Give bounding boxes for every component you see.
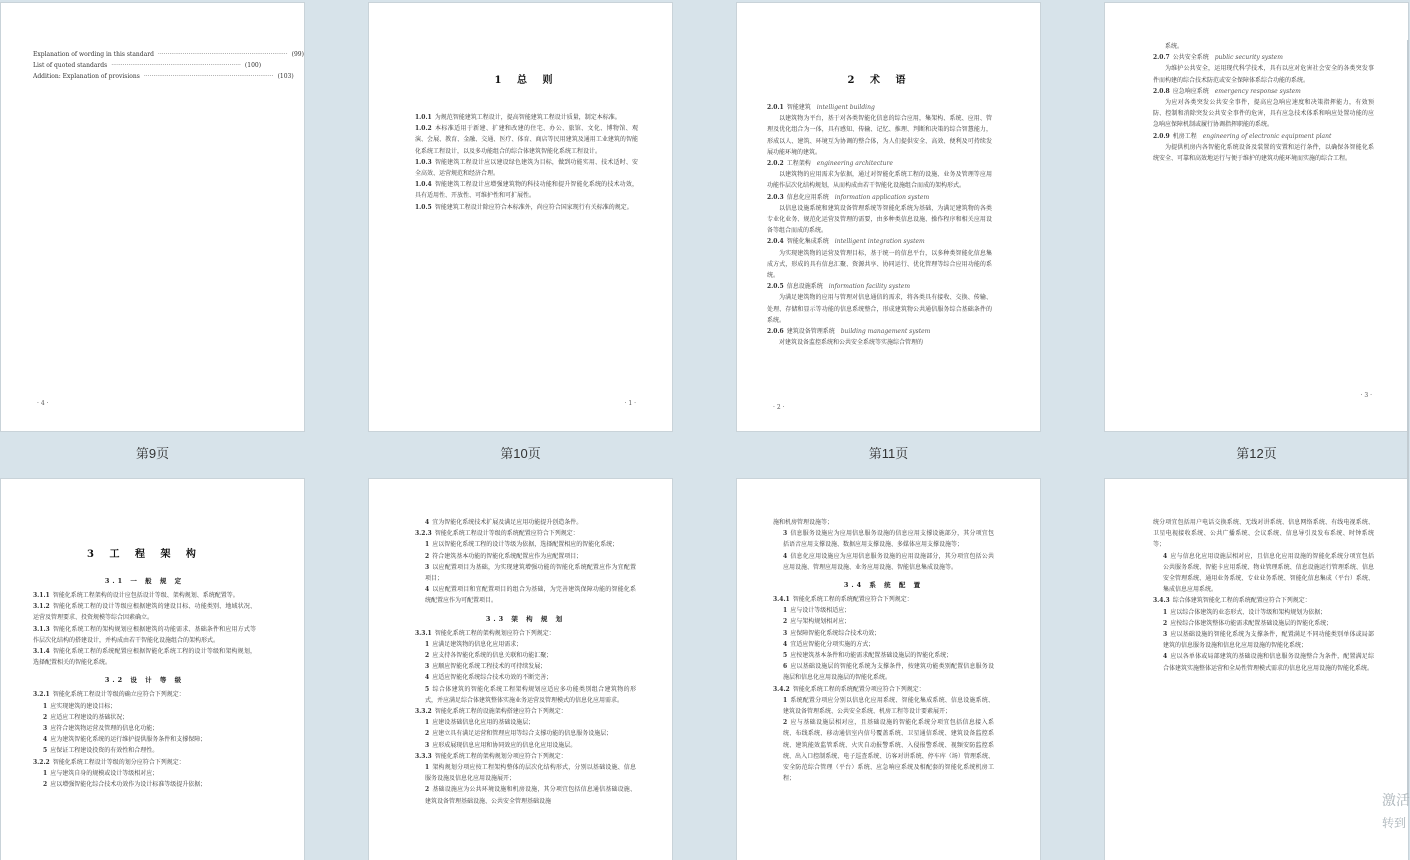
list-item [33,723,256,734]
paragraph [33,689,256,700]
clause-number: 3.4.2 [773,685,790,693]
paragraph-text: 施和机房管理设施等； [773,519,834,526]
paragraph [767,169,992,191]
clause-number: 3.4.3 [1153,597,1170,605]
page-content [767,49,992,348]
paragraph-text: 应顺应智能化系统工程技术的可持续发展； [432,663,547,671]
item-number: 1 [1163,608,1168,616]
paragraph [767,203,992,237]
clause-number: 1.0.3 [415,158,432,166]
page-thumbnail-16[interactable] [1104,478,1409,860]
clause-number: 2.0.8 [1153,87,1170,95]
item-number: 4 [425,674,430,682]
list-item [415,639,636,650]
clause-number: 2.0.3 [767,193,784,201]
paragraph-text: 应保障智能化系统综合技术功效； [790,629,881,637]
paragraph-text: 为规范智能建筑工程设计，提高智能建筑工程设计质量，制定本标准。 [434,114,621,121]
list-item [415,661,636,672]
page-number: · 4 · [37,400,49,407]
clause-number: 2.0.6 [767,328,784,336]
paragraph-text: 智能化系统工程的设计等级应根据建筑的建设目标、功能类别、地域状况、运营及管理要求、投资规模等综合因素确立。 [33,603,256,622]
paragraph-text: 智能化集成系统 [786,238,829,246]
toc-entry-text: Addition: Explanation of provisions [33,73,140,80]
paragraph [1153,131,1374,142]
paragraph-text: 应建立具有满足运营和管理应用等综合支撑功能的信息服务设施层； [432,730,613,738]
clause-number: 3.1.1 [33,592,50,599]
page-content [1153,41,1374,164]
list-item [773,551,994,573]
toc-leader-dots: ···································································· [143,73,274,80]
paragraph-text: 以建筑物为平台，基于对各类智能化信息的综合应用，集架构、系统、应用、管理及优化组合为一体，具有感知、传输、记忆、推理、判断和决策的综合智慧能力，形成以人、建筑、环境互为协调的整合体，为人们提供安全、高效、便利及可持续发展功能环境的建筑。 [767,115,992,156]
paragraph-text: 公共安全系统 [1172,54,1209,62]
paragraph-text: 应急响应系统 [1172,87,1209,95]
clause-number: 2.0.7 [1153,54,1170,62]
english-term: engineering of electronic equipment plant [1202,132,1332,140]
paragraph-text: 为提供机房内各智能化系统设备及装置的安置和运行条件，以确保各智能化系统安全、可靠和高效地运行与便于维护的建筑功能环境而实施的综合工程。 [1153,143,1374,163]
page-label-12[interactable]: 第12页 [1236,446,1277,461]
paragraph-text: 工程架构 [786,160,811,168]
clause-number: 3.2.2 [33,758,50,766]
paragraph-text: 系统配置分项应分别以信息化应用系统、智能化集成系统、信息设施系统、建筑设备管理系统、公共安全系统、机房工程等设计要素展开； [783,696,994,716]
item-number: 1 [43,702,48,710]
paragraph [767,192,992,203]
watermark-line-1: 激活 [1382,793,1410,809]
clause-number: 3.3.3 [415,752,432,760]
paragraph-text: 应按建筑基本条件和功能需求配置基础设施层的智能化系统； [790,652,953,660]
paragraph-text: 智能化系统工程的设施架构搭建应符合下列规定： [434,708,567,716]
item-number: 3 [425,741,430,749]
paragraph [767,292,992,326]
paragraph [773,684,994,695]
clause-number: 3.1.4 [33,648,50,656]
paragraph-text: 应支持各智能化系统的信息关联和功能汇聚； [432,652,553,660]
page-number: · 1 · [624,400,636,407]
paragraph-text: 架构规划分项应按工程架构整体的层次化结构形式，分别以基础设施、信息服务设施及信息化应用设施展开； [425,764,636,783]
clause-number: 2.0.4 [767,238,784,246]
toc-entry-page: (99) [291,51,304,58]
paragraph [415,157,638,179]
list-item [773,650,994,661]
paragraph [33,646,256,668]
paragraph [415,112,638,123]
section-title: 3.3 架 构 规 划 [485,614,566,623]
paragraph [1153,517,1374,551]
paragraph-text: 建筑设备管理系统 [786,328,835,336]
english-term: information application system [834,193,930,201]
list-item [773,639,994,650]
clause-number: 2.0.2 [767,160,784,168]
item-number: 2 [43,713,48,721]
item-number: 6 [783,663,788,671]
list-item [773,717,994,784]
list-item [773,628,994,639]
paragraph-text: 智能化系统工程架构的设计应包括设计等级、架构规划、系统配置等。 [52,592,239,599]
paragraph [767,248,992,282]
paragraph [33,601,256,623]
item-number: 1 [43,769,48,777]
page-thumbnail-12[interactable] [1104,2,1409,432]
paragraph-text: 智能建筑工程设计应增强建筑物的科技功能和提升智能化系统的技术功效，具有适用性、开放性、可维护性和可扩展性。 [415,181,638,200]
list-item [33,701,256,712]
item-number: 2 [425,552,430,560]
paragraph-text: 为实现建筑物的运营及管理目标，基于统一的信息平台，以多种类智能化信息集成方式，形成的具有信息汇聚、资源共享、协同运行、优化管理等综合应用功能的系统。 [767,249,992,280]
paragraph [415,123,638,157]
paragraph-text: 智能化系统工程的架构规划应符合下列规定： [434,629,555,637]
paragraph [1153,97,1374,131]
paragraph-text: 应适应智能化系统综合技术功效的不断完善； [432,674,553,682]
item-number: 2 [1163,619,1168,627]
paragraph [33,624,256,646]
toc-entry[interactable] [33,71,294,82]
list-item [773,605,994,616]
paragraph [767,102,992,113]
paragraph-text: 宜适应智能化分项实施的方式； [790,640,875,648]
paragraph [767,337,992,348]
paragraph-text: 为维护公共安全，运用现代科学技术，具有以应对危害社会安全的各类突发事件而构建的综合技术防范或安全保障体系综合功能的系统。 [1153,65,1374,84]
paragraph-text: 智能化系统工程设计等级的确立应符合下列规定： [52,691,185,699]
list-item [773,695,994,717]
paragraph-text: 应与架构规划相对应； [790,618,851,626]
paragraph [1153,52,1374,63]
paragraph [33,757,256,768]
english-term: intelligent integration system [834,238,925,246]
page-thumbnail-15[interactable] [736,478,1041,860]
page-label-10[interactable]: 第10页 [500,446,541,461]
item-number: 4 [783,640,788,648]
clause-number: 1.0.4 [415,181,432,189]
paragraph-text: 以应配置项目为基础，为实现建筑增强功能的智能化系统配置应作为宜配置项目； [425,563,636,583]
item-number: 4 [43,736,48,744]
page-number: · 2 · [773,404,785,411]
paragraph-text: 应保证工程建设投资的有效性和合理性。 [50,747,159,755]
toc-entry[interactable] [33,49,304,60]
page-thumbnail-13[interactable] [0,478,305,860]
paragraph-text: 应为建筑智能化系统的运行维护提供服务条件和支撑保障； [50,736,207,744]
page-thumbnail-14[interactable] [368,478,673,860]
english-term: public security system [1214,54,1283,62]
paragraph-text: 统分项宜包括用户电话交换系统、无线对讲系统、信息网络系统、有线电视系统、卫星电视接收系统、公共广播系统、会议系统、信息导引及发布系统、时钟系统等； [1153,519,1374,549]
paragraph [773,517,994,528]
clause-number: 3.1.2 [33,603,50,611]
list-item [1153,607,1374,618]
page-thumbnail-11[interactable] [736,2,1041,432]
paragraph-text: 智能化系统工程的架构规划应根据建筑的功能需求、基础条件和应用方式等作层次化结构的搭建设计，并构成由若干智能化设施组合的架构形式。 [33,625,256,644]
list-item [33,745,256,756]
list-item [1153,618,1374,629]
page-content [415,517,636,807]
toc-entry-page: (103) [277,73,294,80]
paragraph [767,113,992,158]
paragraph-text: 应以智能化系统工程的设计等级为依据，选择配置相应的智能化系统； [432,541,619,549]
english-term: building management system [840,328,931,336]
paragraph-text: 应以综合体建筑的业态形式、设计等级和架构规划为依据； [1170,608,1327,616]
item-number: 2 [783,719,788,727]
item-number: 2 [425,652,430,660]
paragraph [1153,86,1374,97]
paragraph-text: 智能建筑工程设计应以建设绿色建筑为目标，做到功能实用、技术适时、安全高效、运营规范和经济合理。 [415,158,638,178]
toc-entry-text: Explanation of wording in this standard [33,51,154,58]
paragraph-text: 应以基础设施层的智能化系统为支撑条件，按建筑功能类别配置信息服务设施层和信息化应用设施层的智能化系统。 [783,663,994,682]
item-number: 2 [43,781,48,789]
section-title: 3.1 一 般 规 定 [104,577,185,585]
list-item [415,728,636,739]
paragraph-text: 符合建筑基本功能的智能化系统配置应作为应配置项目； [432,552,583,560]
paragraph [767,158,992,169]
clause-number: 1.0.2 [415,125,432,133]
list-item [33,768,256,779]
paragraph-text: 应与设计等级相适应； [790,607,851,615]
paragraph [415,179,638,201]
list-item [415,562,636,584]
item-number: 3 [783,629,788,637]
paragraph [415,706,636,717]
english-term: information facility system [828,283,911,291]
paragraph [415,202,638,213]
paragraph [1153,595,1374,606]
toc-entry[interactable] [33,60,262,71]
page-content [1153,517,1374,674]
page-label-9[interactable]: 第9页 [135,446,170,461]
paragraph-text: 综合体建筑的智能化系统工程架构规划应适应多功能类别组合建筑物的形式，并应满足综合体建筑整体实施业务运营及管理模式的信息化应用需求。 [425,685,636,704]
paragraph-text: 智能化系统工程的系统配置应符合下列规定： [792,596,913,604]
item-number: 1 [425,764,430,772]
page-thumbnail-9[interactable] [0,2,305,432]
paragraph-text: 宜为智能化系统技术扩展及满足应用功能提升创造条件。 [432,519,583,526]
list-item [415,762,636,784]
paragraph-text: 应以各单体或局部建筑的基础设施和信息服务设施整合为条件，配置满足综合体建筑实施整体运营和全局性管理模式需求的信息化应用设施的智能化系统。 [1163,653,1374,672]
clause-number: 3.2.1 [33,691,50,699]
clause-number: 1.0.1 [415,114,432,121]
item-number: 3 [425,663,430,671]
paragraph [33,590,256,601]
section-title: 3.4 系 统 配 置 [843,581,924,590]
paragraph-text: 应按综合体建筑整体功能需求配置基础设施层的智能化系统； [1170,619,1333,627]
list-item [773,528,994,550]
list-item [415,551,636,562]
item-number: 3 [1163,631,1168,639]
item-number: 1 [783,696,788,704]
paragraph-text: 信息化应用系统 [786,193,829,201]
scrollbar[interactable] [1407,40,1409,800]
paragraph [415,528,636,539]
list-item [415,717,636,728]
item-number: 4 [1163,552,1168,560]
clause-number: 3.2.3 [415,530,432,538]
paragraph-text: 对建筑设备监控系统和公共安全系统等实施综合管理的 [779,339,924,347]
list-item [415,784,636,806]
toc-list [33,49,304,82]
item-number: 5 [783,652,788,660]
clause-number: 1.0.5 [415,203,432,211]
clause-number: 3.3.1 [415,629,432,637]
item-number: 1 [425,640,430,648]
paragraph [415,628,636,639]
paragraph [415,751,636,762]
item-number: 4 [425,586,430,594]
paragraph-text: 应建设基础信息化应用的基础设施层； [432,719,535,727]
item-number: 5 [43,747,48,755]
paragraph-text: 应与建筑自身的规模或设计等级相对应； [50,769,159,777]
paragraph-text: 智能建筑工程设计除应符合本标准外，尚应符合国家现行有关标准的规定。 [434,203,633,211]
paragraph-text: 应与基础设施层相对应，且基础设施的智能化系统分项宜包括信息接入系统、布线系统、移动通信室内信号覆盖系统、卫星通信系统、建筑设备监控系统、建筑能效监管系统、火灾自动报警系统、入侵报警系统、视频安防监控系统、出入口控制系统、电子巡查系统、访客对讲系统、停车库（场）管理系统、安全防范综合管理（平台）系统、应急响应系统及相配套的智能化系统机房工程； [783,719,994,783]
list-item [1153,629,1374,651]
paragraph-text: 本标准适用于新建、扩建和改建的住宅、办公、旅馆、文化、博物馆、观演、会展、教育、金融、交通、医疗、体育、商店等民用建筑及通用工业建筑的智能化系统工程设计，以及多功能组合的综合体建筑智能化系统工程设计。 [415,125,638,155]
paragraph [767,281,992,292]
clause-number: 3.3.2 [415,708,432,716]
english-term: engineering architecture [816,160,893,168]
paragraph [1153,142,1374,164]
item-number: 2 [425,730,430,738]
item-number: 2 [425,786,430,794]
list-item [415,539,636,550]
item-number: 4 [1163,653,1168,661]
clause-number: 2.0.1 [767,104,784,111]
list-item [773,616,994,627]
paragraph-text: 智能化系统工程设计等级的划分应符合下列规定： [52,758,185,766]
item-number: 1 [425,719,430,727]
paragraph-text: 应形成展现信息应用和协同效应的信息化应用设施层。 [432,741,577,749]
paragraph-text: 智能化系统工程设计等级的系统配置应符合下列规定： [434,530,579,538]
paragraph-text: 信息服务设施应为应用信息服务设施的信息应用支撑设施部分，其分项宜包括语音应用支撑设施、数据应用支撑设施、多媒体应用支撑设施等； [783,530,994,549]
paragraph-text: 机房工程 [1172,132,1197,140]
paragraph [1153,41,1374,52]
watermark-line-2: 转到 [1382,816,1407,830]
item-number: 2 [783,618,788,626]
paragraph-text: 为满足建筑物的应用与管理对信息通信的需求，将各类具有接收、交换、传输、处理、存储和显示等功能的信息系统整合，形成建筑物公共通信服务综合基础条件的系统。 [767,294,992,324]
item-number: 1 [425,541,430,549]
list-item [415,684,636,706]
list-item [33,734,256,745]
page-thumbnail-10[interactable] [368,2,673,432]
item-number: 4 [783,552,788,560]
paragraph-text: 应以增强智能化综合技术功效作为设计标准等级提升依据； [50,781,207,789]
paragraph-text: 基础设施应为公共环境设施和机房设施，其分项宜包括信息通信基础设施、建筑设备管理基础设施、公共安全管理基础设施 [425,786,636,805]
clause-number: 3.1.3 [33,625,50,633]
paragraph-text: 信息化应用设施应为应用信息服务设施的应用设施部分，其分项宜包括公共应用设施、管理应用设施、业务应用设施、智能信息集成设施等。 [783,552,994,571]
paragraph-text: 综合体建筑智能化工程的系统配置应符合下列规定： [1172,597,1311,605]
chapter-title: 2 术 语 [847,75,912,86]
list-item [415,517,636,528]
clause-number: 2.0.9 [1153,132,1170,140]
english-term: emergency response system [1214,87,1301,95]
item-number: 3 [43,725,48,733]
paragraph-text: 信息设施系统 [786,283,823,291]
paragraph-text: 智能建筑 [786,104,811,111]
chapter-title: 1 总 则 [494,75,559,86]
list-item [415,672,636,683]
paragraph-text: 应适应工程建设的基础状况； [50,713,129,721]
paragraph-text: 智能化系统工程的系统配置分项应符合下列规定： [792,685,925,693]
toc-leader-dots: ···································································· [157,51,288,58]
paragraph-text: 应符合建筑物运营及管理的信息化功能； [50,725,159,733]
page-number: · 3 · [1360,392,1372,399]
list-item [33,779,256,790]
section-title: 3.2 设 计 等 级 [104,676,185,685]
paragraph [767,326,992,337]
english-term: intelligent building [816,104,875,111]
list-item [33,712,256,723]
chapter-title: 3 工 程 架 构 [87,549,202,560]
paragraph-text: 应实现建筑的建设目标； [50,702,117,710]
paragraph-text: 以信息设施系统和建筑设备管理系统等智能化系统为基础，为满足建筑物的各类专业化业务、规范化运营及管理的需要，由多种类信息设施、操作程序和相关应用设备等组合而成的系统。 [767,204,992,235]
paragraph-text: 应与信息化应用设施层相对应，且信息化应用设施的智能化系统分项宜包括公共服务系统、智能卡应用系统、物业管理系统、信息设施运行管理系统、信息安全管理系统、通用业务系统、专业业务系统、智能化信息集成（平台）系统、集成信息应用系统。 [1163,552,1374,594]
paragraph-text: 以建筑物的应用需求为依据，通过对智能化系统工程的设施、业务及管理等应用功能作层次化结构规划，从而构成由若干智能化设施组合而成的架构形式。 [767,171,992,190]
paragraph-text: 应满足建筑物的信息化应用需求； [432,640,523,648]
list-item [773,661,994,683]
item-number: 3 [783,530,788,538]
paragraph-text: 智能化系统工程的架构规划分项应符合下列规定： [434,752,567,760]
page-label-11[interactable]: 第11页 [868,446,909,461]
item-number: 4 [425,519,430,526]
page-content [773,517,994,784]
paragraph-text: 应以基础设施的智能化系统为支撑条件，配置满足不同功能类别单体或局部建筑的信息服务设施和信息化应用设施的智能化系统； [1163,631,1374,650]
paragraph [773,594,994,605]
paragraph-text: 为应对各类突发公共安全事件，提高应急响应速度和决策指挥能力，有效预防、控制和消除突发公共安全事件的危害，具有应急技术体系和响应处置功能的应急响应保障机制或履行协调指挥职能的系统。 [1153,99,1374,129]
paragraph-text: 智能化系统工程的系统配置应根据智能化系统工程的设计等级和架构规划，选择配置相关的智能化系统。 [33,648,256,667]
item-number: 5 [425,685,430,693]
page-content [33,517,256,790]
paragraph-text: 以应配置项目和宜配置项目的组合为基础，为完善建筑保障功能的智能化系统配置应作为可配置项目。 [425,586,636,605]
list-item [1153,551,1374,596]
list-item [415,740,636,751]
list-item [1153,651,1374,673]
item-number: 3 [425,563,430,571]
item-number: 1 [783,607,788,615]
list-item [415,650,636,661]
toc-entry-text: List of quoted standards [33,62,108,69]
clause-number: 2.0.5 [767,283,784,291]
paragraph [1153,63,1374,85]
toc-leader-dots: ···································································· [111,62,241,69]
list-item [415,584,636,606]
page-content [415,49,638,213]
toc-entry-page: (100) [244,62,262,69]
clause-number: 3.4.1 [773,596,790,604]
paragraph-text: 系统。 [1165,43,1184,50]
paragraph [767,236,992,247]
